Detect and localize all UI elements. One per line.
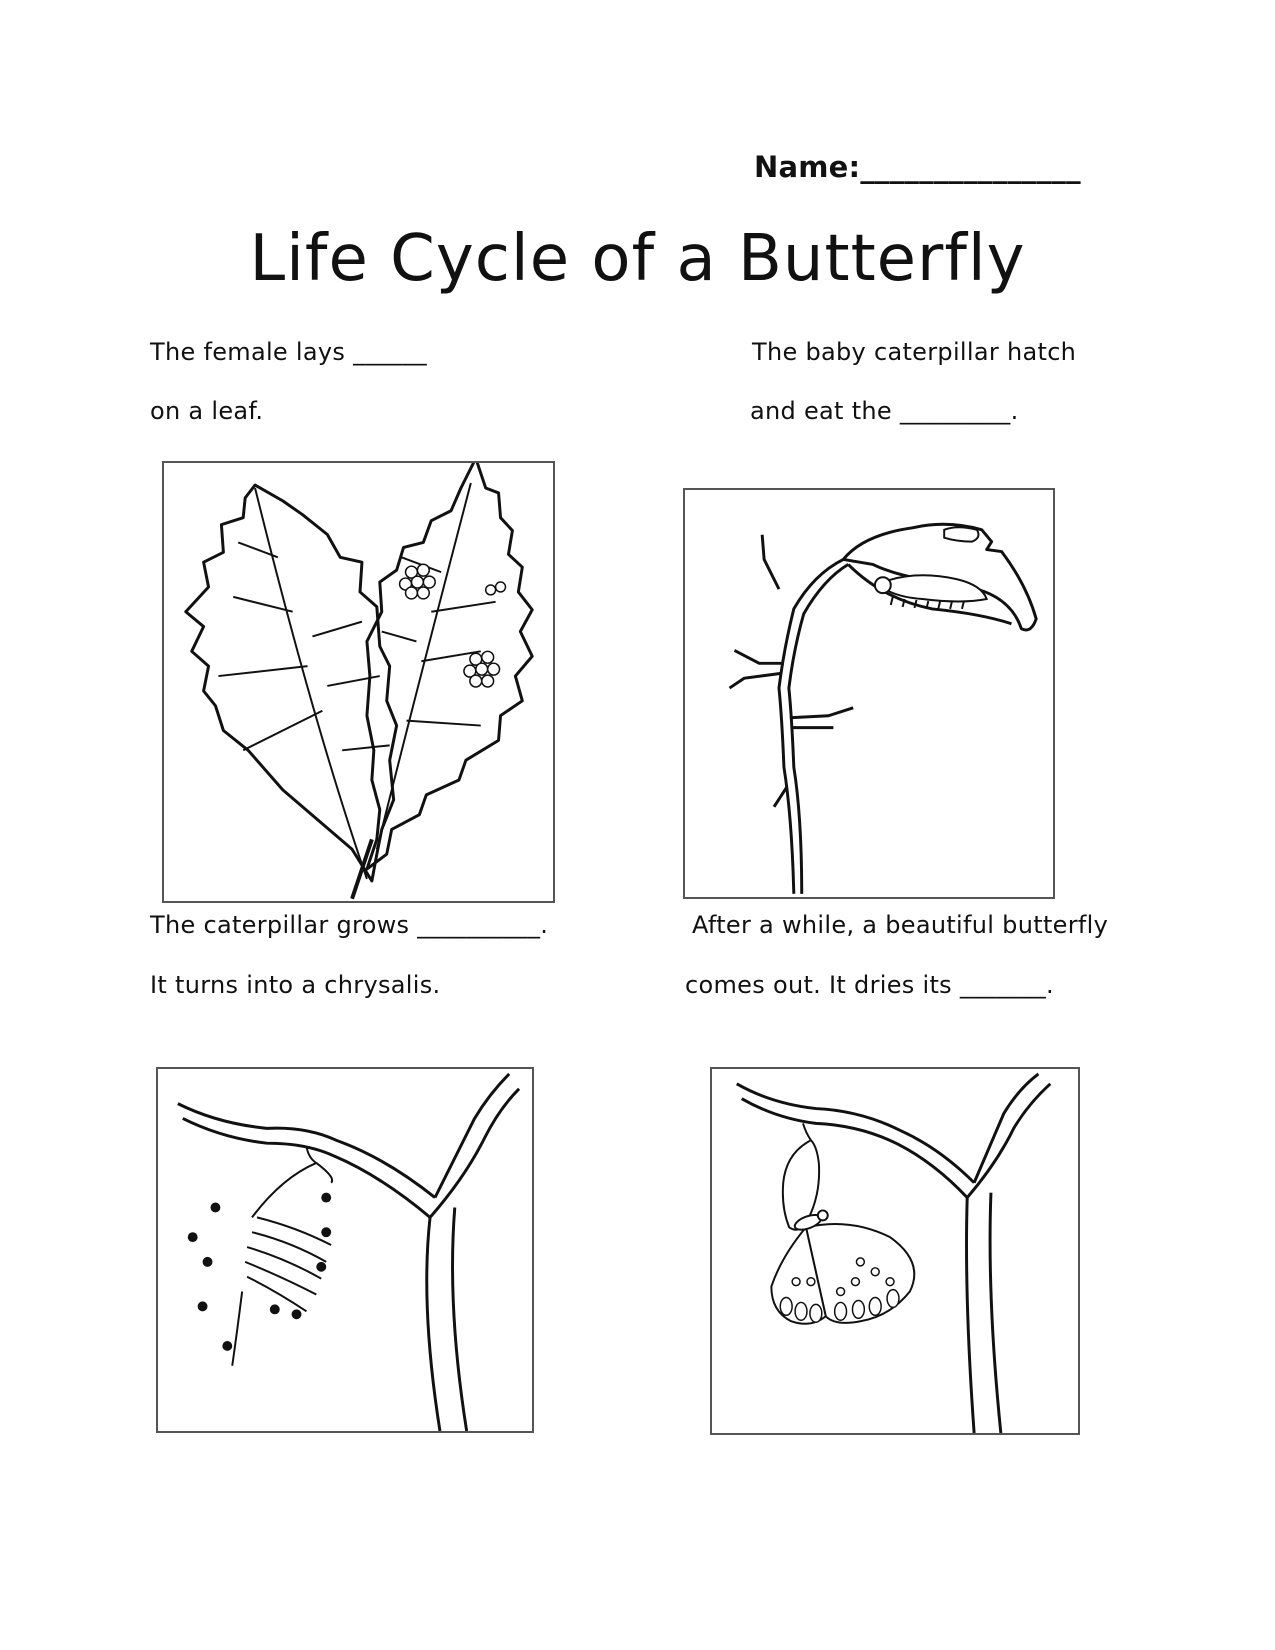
stage-1-line-2: on a leaf.	[150, 397, 264, 425]
name-label: Name:	[754, 150, 861, 184]
stage-4-line-2: comes out. It dries its _______.	[685, 971, 1054, 999]
stage-3-line-1: The caterpillar grows __________.	[150, 911, 549, 939]
stage-3-line-2: It turns into a chrysalis.	[150, 971, 441, 999]
stage-2-line-2: and eat the _________.	[750, 397, 1019, 425]
caterpillar-on-leaf-illustration	[683, 488, 1055, 899]
worksheet-title: Life Cycle of a Butterfly	[249, 222, 1026, 296]
butterfly-emerging-icon	[712, 1069, 1078, 1433]
stage-1-line-1: The female lays ______	[150, 338, 427, 366]
leaves-with-eggs-illustration	[162, 461, 555, 903]
dot-to-dot-chrysalis-illustration	[156, 1067, 534, 1433]
dot-to-dot-chrysalis-icon	[158, 1069, 532, 1431]
name-blank[interactable]: _______________	[860, 150, 1081, 184]
caterpillar-on-leaf-icon	[685, 490, 1053, 897]
stage-2-line-1: The baby caterpillar hatch	[752, 338, 1077, 366]
leaves-with-eggs-icon	[164, 463, 553, 901]
name-field[interactable]	[754, 150, 1081, 184]
stage-4-line-1: After a while, a beautiful butterfly	[692, 911, 1109, 939]
butterfly-emerging-illustration	[710, 1067, 1080, 1435]
